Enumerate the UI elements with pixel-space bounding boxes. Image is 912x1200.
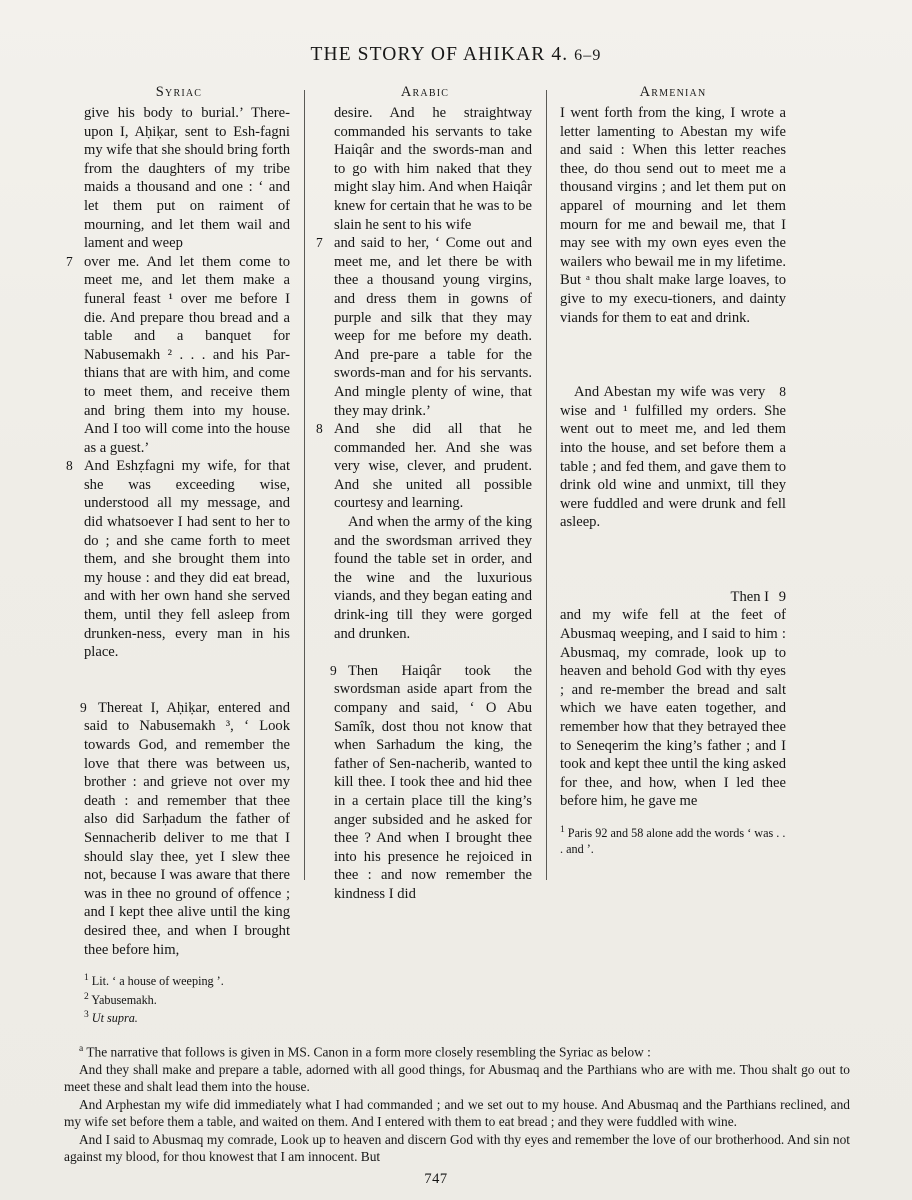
paragraph-text: and my wife fell at the feet of Abusmaq weeping, and I said to him : Abusmaq, my comrade, look up to heaven and behold God with thy eyes ; and re-member the bread and salt which we have eaten together, and remember how that they betrayed thee to Seneqerim the king’s father ; and I took and kept thee until the king asked for thee, and how, when I led thee before him, he gave me	[560, 607, 786, 810]
footnote-text: And Arphestan my wife did immediately what I had commanded ; and we set out to my house. And Abusmaq and the Parthians reclined, and my wife set before them a table, and waited on them. And I entered with them to eat bread ; and they were fuddled with wine.	[64, 1096, 850, 1130]
paragraph	[318, 420, 532, 513]
footnote-marker: a	[79, 1044, 84, 1055]
running-head	[56, 44, 856, 66]
column-syriac	[68, 84, 304, 1027]
footnote-line	[64, 1131, 850, 1166]
paragraph	[560, 606, 786, 811]
footnote	[84, 971, 290, 990]
paragraph-text: And she did all that he commanded her. And she was very wise, clever, and prudent. And she united all possible courtesy and learning.	[334, 421, 532, 512]
paragraph	[68, 104, 290, 253]
paragraph-lead-text: Then I	[730, 588, 770, 605]
paragraph	[68, 699, 290, 959]
column-arabic	[304, 84, 546, 1027]
paragraph-text: and said to her, ‘ Come out and meet me, and let there be with thee a thousand young virgins, and dress them in gowns of purple and silk that they may weep for me before my death. And pre-pare a table for the swords-man and for his servants. And mingle plenty of wine, that they may drink.’	[334, 235, 532, 419]
column-armenian	[546, 84, 786, 1027]
paragraph-text: And when the army of the king and the swordsman arrived they found the table set in order, and the wine and the luxurious viands, and they began eating and drink-ing till they were gorged and drunken.	[334, 514, 532, 642]
paragraph-text: And Eshẓfagni my wife, for that she was exceeding wise, understood all my message, and did whatsoever I had sent to her to do ; and she came forth to meet them, and she brought them into my house : and they did eat bread, and with her own hand she served them, until they fell asleep from drunken-ness, every man in his place.	[84, 458, 290, 661]
column-spacer	[560, 327, 786, 383]
verse-number: 8	[316, 421, 323, 437]
column-heading-arabic: Arabic	[400, 84, 450, 100]
footnote-marker: 2	[84, 991, 89, 1002]
page-sheet	[56, 22, 856, 1188]
footnote-text: Paris 92 and 58 alone add the words ‘ was . . . and ’.	[560, 826, 786, 856]
footnote-text: The narrative that follows is given in MS. Canon in a form more closely resembling the Syriac as below :	[86, 1044, 651, 1060]
paragraph	[68, 457, 290, 662]
column-footnotes-syriac	[68, 971, 290, 1027]
footnote-text: Ut supra.	[91, 1011, 138, 1026]
verse-number: 7	[66, 253, 73, 269]
paragraph	[560, 383, 786, 532]
footnote	[84, 1008, 290, 1027]
footnote	[84, 990, 290, 1009]
paragraph-text: Then Haiqâr took the swordsman aside apart from the company and said, ‘ O Abu Samîk, dost thou not know that when Sarhadum the king, the father of Sen-nacherib, wanted to kill thee. I took thee and hid thee in a certain place till the king’s anger subsided and he asked for thee ? And when I brought thee into his presence he rejoiced in thee : and now remember the kindness I did	[334, 662, 532, 902]
paragraph	[318, 234, 532, 420]
verse-number: 9	[778, 588, 786, 605]
three-column-body	[68, 84, 786, 1027]
paragraph-text: desire. And he straightway commanded his servants to take Haiqâr and the swords-man and to go with him naked that they might slay him. And when Haiqâr knew for certain that he was to be slain he sent to his wife	[334, 105, 532, 233]
footnote-text: And they shall make and prepare a table, adorned with all good things, for Abusmaq and the Parthians who are with me. Thou shalt go out to meet these and shalt lead them into the house.	[64, 1061, 850, 1095]
footnote-line	[64, 1041, 850, 1061]
footnote-marker: 1	[84, 973, 89, 984]
footnote-text: Yabusemakh.	[91, 992, 157, 1007]
paragraph-text: Thereat I, Aḥiḳar, entered and said to Nabusemakh ³, ‘ Look towards God, and remember the love that there was between us, brother : and grieve not over my death : and remember that thee also did Sarḥadum the father of Sennacherib deliver to me that I should slay thee, yet I slew thee not, because I was aware that there was in thee no ground of offence ; and I kept thee alive until the king desired thee, and when I brought thee before him,	[84, 699, 290, 958]
running-head-title: THE STORY OF AHIKAR 4.	[310, 44, 569, 65]
footnote-line	[64, 1096, 850, 1131]
paragraph	[318, 104, 532, 234]
verse-number: 7	[316, 235, 323, 251]
column-spacer	[560, 532, 786, 588]
footnote-text: Lit. ‘ a house of weeping ’.	[91, 974, 224, 989]
verse-number: 8	[66, 458, 73, 474]
paragraph-lead	[560, 588, 786, 607]
column-heading-armenian: Armenian	[639, 84, 707, 100]
column-spacer	[68, 662, 290, 699]
page-number: 747	[424, 1171, 448, 1188]
paragraph-text: give his body to burial.’ There-upon I, Aḥiḳar, sent to Esh-fagni my wife that she should bring forth from the daughters of my tribe maids a thousand and one : ‘ and let them put on raiment of mourning, and let them wail and lament and weep	[84, 105, 290, 252]
footnote-text: And I said to Abusmaq my comrade, Look up to heaven and discern God with thy eyes and remember the love of our brotherhood. And sin not against my blood, for thou knowest that I am innocent. But	[64, 1131, 850, 1164]
paragraph-text: over me. And let them come to meet me, and let them make a funeral feast ¹ over me before I die. And prepare thou bread and a table and a banquet for Nabusemakh ² . . . and his Par-thians that are with him, and come to meet them, and receive them and bring them into my house. And I too will come into the house as a guest.’	[84, 253, 290, 456]
column-spacer	[318, 643, 532, 662]
footnote-marker: 1	[560, 825, 565, 835]
paragraph	[318, 662, 532, 904]
paragraph-text: And Abestan my wife was very wise and ¹ fulfilled my orders. She went out to meet me, and led them into the house, and set before them a table ; and fed them, and gave them to drink old wine and unmixt, till they were fuddled and were drunk and fell asleep.	[560, 384, 786, 531]
paragraph	[318, 513, 532, 643]
column-heading-syriac: Syriac	[155, 84, 203, 100]
footnote	[560, 823, 786, 857]
bottom-footnote-block	[64, 1041, 850, 1165]
footnote-marker: 3	[84, 1010, 89, 1021]
running-head-verses: 6–9	[574, 47, 602, 64]
paragraph-text: I went forth from the king, I wrote a letter lamenting to Abestan my wife and said : When this letter reaches thee, do thou send out to meet me a thousand virgins ; and let them put on apparel of mourning and let them mourn for me and bewail me, that I may see with my own eyes even the wailers who bewail me in my lifetime. But ᵃ thou shalt make large loaves, to give to my execu-tioners, and dainty viands for them to eat and drink.	[560, 105, 786, 326]
column-footnotes-armenian	[560, 823, 786, 857]
verse-number: 8	[779, 384, 786, 400]
footnote-line	[64, 1061, 850, 1096]
paragraph	[560, 104, 786, 327]
paragraph	[68, 253, 290, 458]
verse-number: 9	[330, 662, 337, 678]
verse-number: 9	[80, 699, 87, 715]
